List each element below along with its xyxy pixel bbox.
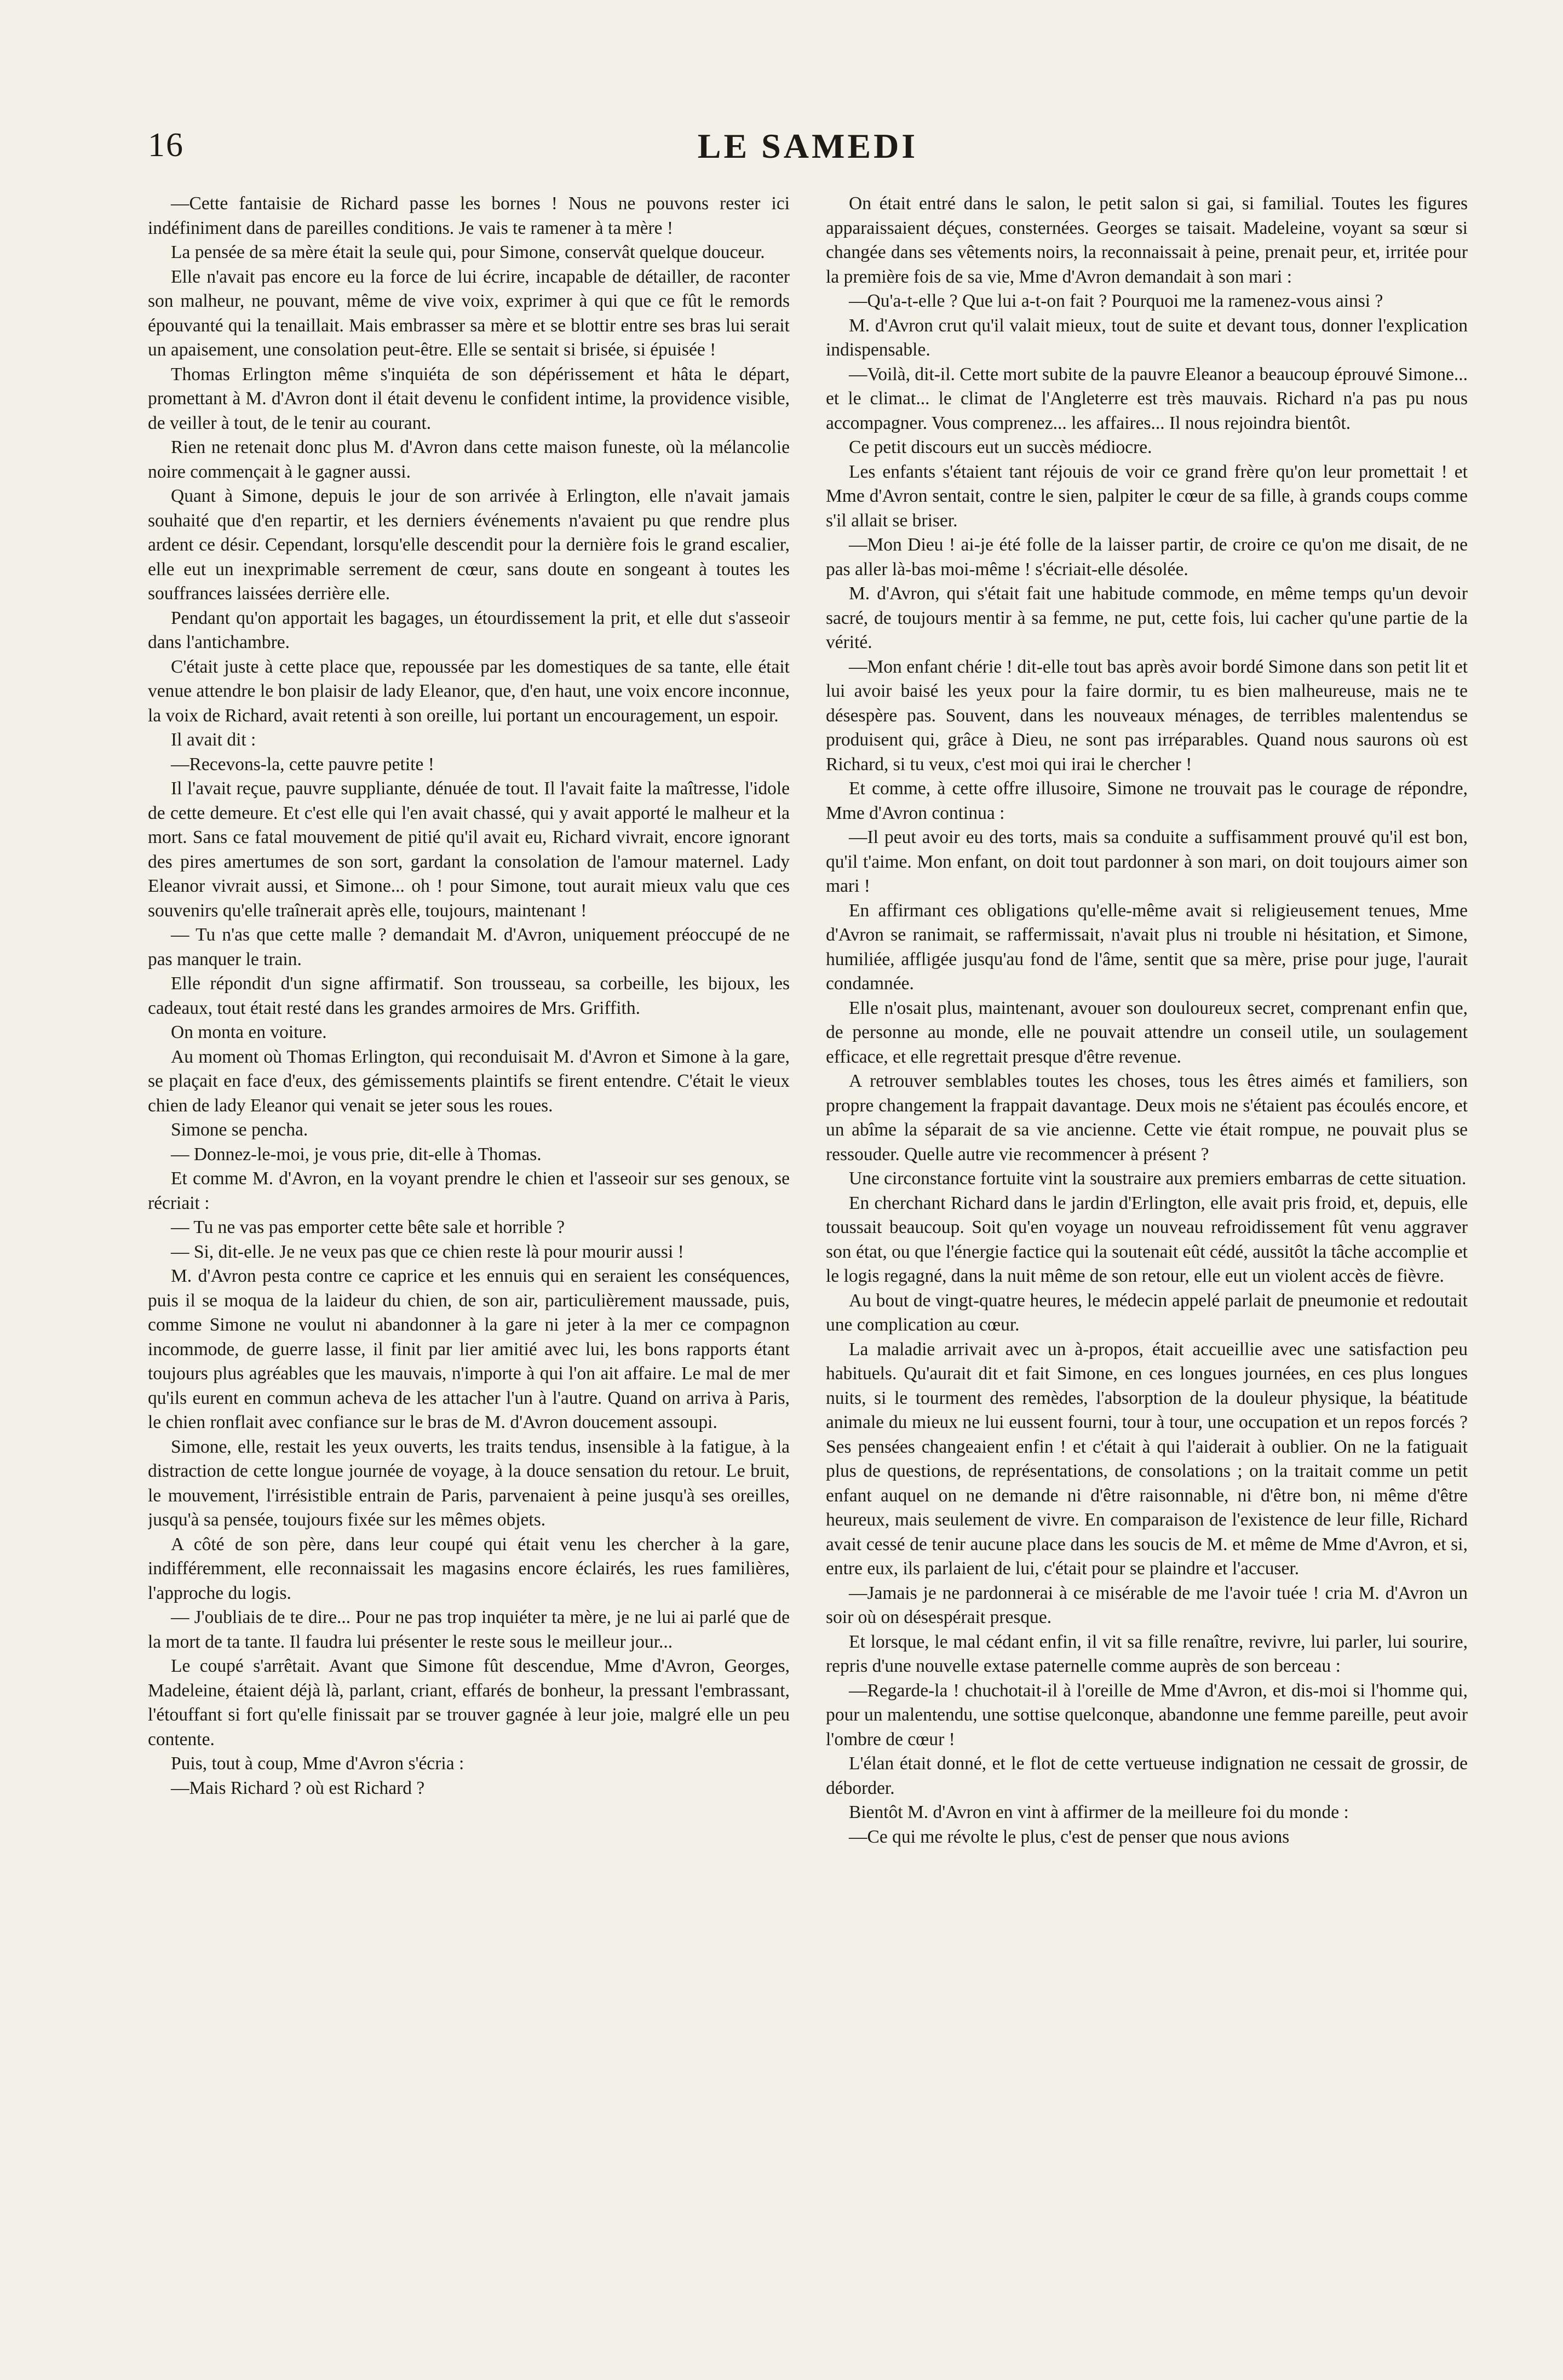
article-paragraph: En affirmant ces obligations qu'elle-même avait si religieusement tenues, Mme d'Avron se ranimait, se raffermissait, n'avait plus ni trouble ni hésitation, et Simone, humiliée, affligée jusqu'au fond de l'âme, sentit que sa mère, prise pour juge, l'aurait condamnée. (826, 900, 1468, 994)
article-paragraph: Pendant qu'on apportait les bagages, un étourdissement la prit, et elle dut s'asseoir dans l'antichambre. (148, 607, 790, 652)
article-paragraph: On était entré dans le salon, le petit salon si gai, si familial. Toutes les figures apparaissaient déçues, consternées. Georges se taisait. Madeleine, voyant sa sœur si changée dans ses vêtements noirs, la reconnaissait à peine, prenait peur, et, irritée pour la première fois de sa vie, Mme d'Avron demandait à son mari : (826, 193, 1468, 287)
article-paragraph: —Regarde-la ! chuchotait-il à l'oreille de Mme d'Avron, et dis-moi si l'homme qui, pour un malentendu, une sottise quelconque, abandonne une femme pareille, peut avoir l'ombre de cœur ! (826, 1680, 1468, 1750)
article-paragraph: Thomas Erlington même s'inquiéta de son dépérissement et hâta le départ, promettant à M. d'Avron dont il était devenu le confident intime, la providence visible, de veiller à tout, de le tenir au courant. (148, 364, 790, 433)
left-column (148, 192, 790, 2328)
article-paragraph: Quant à Simone, depuis le jour de son arrivée à Erlington, elle n'avait jamais souhaité que d'en repartir, et les derniers événements n'avaient pu que rendre plus ardent ce désir. Cependant, lorsqu'elle descendit pour la dernière fois le grand escalier, elle eut un inexprimable serrement de cœur, sans doute en songeant à toutes les souffrances laissées derrière elle. (148, 486, 790, 604)
article-paragraph: Et comme, à cette offre illusoire, Simone ne trouvait pas le courage de répondre, Mme d'Avron continua : (826, 778, 1468, 823)
article-paragraph: Rien ne retenait donc plus M. d'Avron dans cette maison funeste, où la mélancolie noire commençait à le gagner aussi. (148, 437, 790, 482)
article-paragraph: —Jamais je ne pardonnerai à ce misérable de me l'avoir tuée ! cria M. d'Avron un soir où on désespérait presque. (826, 1582, 1468, 1627)
article-paragraph: Une circonstance fortuite vint la soustraire aux premiers embarras de cette situation. (849, 1168, 1467, 1189)
article-paragraph: M. d'Avron crut qu'il valait mieux, tout de suite et devant tous, donner l'explication indispensable. (826, 315, 1468, 360)
article-paragraph: Le coupé s'arrêtait. Avant que Simone fût descendue, Mme d'Avron, Georges, Madeleine, étaient déjà là, parlant, criant, effarés de bonheur, la pressant l'embrassant, l'étouffant si fort qu'elle finissait par se trouver gagnée à leur joie, malgré elle un peu contente. (148, 1656, 790, 1750)
right-column (826, 192, 1468, 2328)
article-paragraph: —Qu'a-t-elle ? Que lui a-t-on fait ? Pourquoi me la ramenez-vous ainsi ? (849, 291, 1383, 311)
article-paragraph: — Tu n'as que cette malle ? demandait M. d'Avron, uniquement préoccupé de ne pas manquer le train. (148, 925, 790, 970)
article-paragraph: — Donnez-le-moi, je vous prie, dit-elle à Thomas. (171, 1144, 542, 1165)
article-paragraph: Et lorsque, le mal cédant enfin, il vit sa fille renaître, revivre, lui parler, lui sourire, repris d'une nouvelle extase paternelle comme auprès de son berceau : (826, 1631, 1468, 1676)
article-paragraph: Au bout de vingt-quatre heures, le médecin appelé parlait de pneumonie et redoutait une complication au cœur. (826, 1290, 1468, 1335)
article-paragraph: M. d'Avron, qui s'était fait une habitude commode, en même temps qu'un devoir sacré, de toujours mentir à sa femme, ne put, cette fois, lui cacher qu'une partie de la vérité. (826, 583, 1468, 652)
article-paragraph: L'élan était donné, et le flot de cette vertueuse indignation ne cessait de grossir, de déborder. (826, 1753, 1468, 1798)
article-paragraph: Simone, elle, restait les yeux ouverts, les traits tendus, insensible à la fatigue, à la distraction de cette longue journée de voyage, à la douce sensation du retour. Le bruit, le mouvement, l'irrésistible entrain de Paris, parvenaient à peine jusqu'à ses oreilles, jusqu'à sa pensée, toujours fixée sur les mêmes objets. (148, 1436, 790, 1530)
article-paragraph: —Cette fantaisie de Richard passe les bornes ! Nous ne pouvons rester ici indéfiniment dans de pareilles conditions. Je vais te ramener à ta mère ! (148, 193, 790, 238)
article-paragraph: —Voilà, dit-il. Cette mort subite de la pauvre Eleanor a beaucoup éprouvé Simone... et le climat... le climat de l'Angleterre est très mauvais. Richard n'a pas pu nous accompagner. Vous comprenez... les affaires... Il nous rejoindra bientôt. (826, 364, 1468, 433)
article-paragraph: Ce petit discours eut un succès médiocre. (849, 437, 1152, 457)
article-paragraph: —Mais Richard ? où est Richard ? (171, 1777, 425, 1798)
article-paragraph: — Si, dit-elle. Je ne veux pas que ce chien reste là pour mourir aussi ! (171, 1241, 684, 1262)
article-paragraph: En cherchant Richard dans le jardin d'Erlington, elle avait pris froid, et, depuis, elle toussait beaucoup. Soit qu'en voyage un nouveau refroidissement fût venu aggraver son état, ou que l'énergie factice qui la soutenait eût cédé, aussitôt la tâche accomplie et le logis regagné, dans la nuit même de son retour, elle eut un violent accès de fièvre. (826, 1192, 1468, 1286)
article-paragraph: On monta en voiture. (171, 1022, 327, 1042)
article-paragraph: — Tu ne vas pas emporter cette bête sale et horrible ? (171, 1217, 565, 1237)
article-paragraph: —Mon enfant chérie ! dit-elle tout bas après avoir bordé Simone dans son petit lit et lui avoir baisé les yeux pour la faire dormir, tu es bien malheureuse, mais ne te désespère pas. Souvent, dans les nouveaux ménages, de terribles malentendus se produisent qui, grâce à Dieu, ne sont pas irréparables. Quand nous saurons où est Richard, si tu veux, c'est moi qui irai le chercher ! (826, 656, 1468, 775)
article-paragraph: Elle n'avait pas encore eu la force de lui écrire, incapable de détailler, de raconter son malheur, ne pouvant, même de vive voix, exprimer à qui que ce fût le remords épouvanté qui la tenaillait. Mais embrasser sa mère et se blottir entre ses bras lui serait un apaisement, une consolation peut-être. Elle se sentait si brisée, si épuisée ! (148, 266, 790, 360)
article-paragraph: — J'oubliais de te dire... Pour ne pas trop inquiéter ta mère, je ne lui ai parlé que de la mort de ta tante. Il faudra lui présenter le reste sous le meilleur jour... (148, 1607, 790, 1652)
article-paragraph: Les enfants s'étaient tant réjouis de voir ce grand frère qu'on leur promettait ! et Mme d'Avron sentait, contre le sien, palpiter le cœur de sa fille, à grands coups comme s'il allait se briser. (826, 461, 1468, 531)
article-paragraph: —Mon Dieu ! ai-je été folle de la laisser partir, de croire ce qu'on me disait, de ne pas aller là-bas moi-même ! s'écriait-elle désolée. (826, 535, 1468, 580)
journal-title: LE SAMEDI (697, 127, 918, 165)
article-paragraph: Et comme M. d'Avron, en la voyant prendre le chien et l'asseoir sur ses genoux, se récriait : (148, 1168, 790, 1213)
article-paragraph: M. d'Avron pesta contre ce caprice et les ennuis qui en seraient les conséquences, puis il se moqua de la laideur du chien, de son air, particulièrement maussade, puis, comme Simone ne voulut ni abandonner à la gare ni jeter à la mer ce compagnon incommode, de guerre lasse, il finit par lier amitié avec lui, les bons rapports étant toujours plus agréables que les mauvais, n'importe à qui l'on ait affaire. Le mal de mer qu'ils eurent en commun acheva de les attacher l'un à l'autre. Quand on arriva à Paris, le chien ronflait avec confiance sur le bras de M. d'Avron doucement assoupi. (148, 1266, 790, 1432)
article-paragraph: A côté de son père, dans leur coupé qui était venu les chercher à la gare, indifféremment, elle reconnaissait les magasins encore éclairés, les rues familières, l'approche du logis. (148, 1534, 790, 1603)
article-paragraph: —Recevons-la, cette pauvre petite ! (171, 754, 434, 775)
article-paragraph: Il avait dit : (171, 730, 256, 750)
article-paragraph: Simone se pencha. (171, 1120, 308, 1140)
article-paragraph: Au moment où Thomas Erlington, qui reconduisait M. d'Avron et Simone à la gare, se plaçait en face d'eux, des gémissements plaintifs se firent entendre. C'était le vieux chien de lady Eleanor qui venait se jeter sous les roues. (148, 1046, 790, 1116)
article-paragraph: —Ce qui me révolte le plus, c'est de penser que nous avions (849, 1826, 1290, 1847)
article-paragraph: Il l'avait reçue, pauvre suppliante, dénuée de tout. Il l'avait faite la maîtresse, l'idole de cette demeure. Et c'est elle qui l'en avait chassé, qui y avait apporté le malheur et la mort. Sans ce fatal mouvement de pitié qu'il avait eu, Richard vivrait, encore ignorant des pires amertumes de son sort, gardant la consolation de l'amour maternel. Lady Eleanor vivrait aussi, et Simone... oh ! pour Simone, tout aurait mieux valu que ces souvenirs qu'elle traînerait après elle, toujours, maintenant ! (148, 778, 790, 921)
article-paragraph: —Il peut avoir eu des torts, mais sa conduite a suffisamment prouvé qu'il est bon, qu'il t'aime. Mon enfant, on doit tout pardonner à son mari, on doit toujours aimer son mari ! (826, 827, 1468, 896)
article-paragraph: Puis, tout à coup, Mme d'Avron s'écria : (171, 1753, 464, 1774)
article-paragraph: A retrouver semblables toutes les choses, tous les êtres aimés et familiers, son propre changement la frappait davantage. Deux mois ne s'étaient pas écoulés encore, et un abîme la séparait de sa vie ancienne. Cette vie était rompue, ne pouvait plus se ressouder. Quelle autre vie recommencer à présent ? (826, 1071, 1468, 1165)
page-number: 16 (148, 127, 184, 164)
article-paragraph: C'était juste à cette place que, repoussée par les domestiques de sa tante, elle était venue attendre le bon plaisir de lady Eleanor, que, d'en haut, une voix encore inconnue, la voix de Richard, avait retenti à son oreille, lui portant un encouragement, un espoir. (148, 656, 790, 726)
article-paragraph: La pensée de sa mère était la seule qui, pour Simone, conservât quelque douceur. (171, 242, 765, 262)
article-paragraph: Bientôt M. d'Avron en vint à affirmer de la meilleure foi du monde : (849, 1802, 1349, 1822)
article-paragraph: Elle n'osait plus, maintenant, avouer son douloureux secret, comprenant enfin que, de personne au monde, elle ne pouvait attendre un conseil utile, un soulagement efficace, et elle regrettait presque d'être revenue. (826, 997, 1468, 1067)
article-paragraph: La maladie arrivait avec un à-propos, était accueillie avec une satisfaction peu habituels. Qu'aurait dit et fait Simone, en ces longues journées, en ces plus longues nuits, si le tourment des remèdes, l'absorption de la douleur physique, la béatitude animale du mieux ne lui eussent fourni, tour à tour, une occupation et un repos forcés ? Ses pensées changeaient enfin ! et c'était à qui l'aiderait à oublier. On ne la fatiguait plus de questions, de représentations, de consolations ; on la traitait comme un petit enfant auquel on ne demande ni d'être raisonnable, ni d'être bon, ni même d'être heureux, mais seulement de vivre. En comparaison de l'existence de leur fille, Richard avait cessé de tenir aucune place dans les soucis de M. et même de Mme d'Avron, et si, entre eux, ils parlaient de lui, c'était pour se plaindre et l'accuser. (826, 1339, 1468, 1579)
page-header (148, 126, 1468, 170)
article-paragraph: Elle répondit d'un signe affirmatif. Son trousseau, sa corbeille, les bijoux, les cadeaux, tout était resté dans les grandes armoires de Mrs. Griffith. (148, 973, 790, 1018)
